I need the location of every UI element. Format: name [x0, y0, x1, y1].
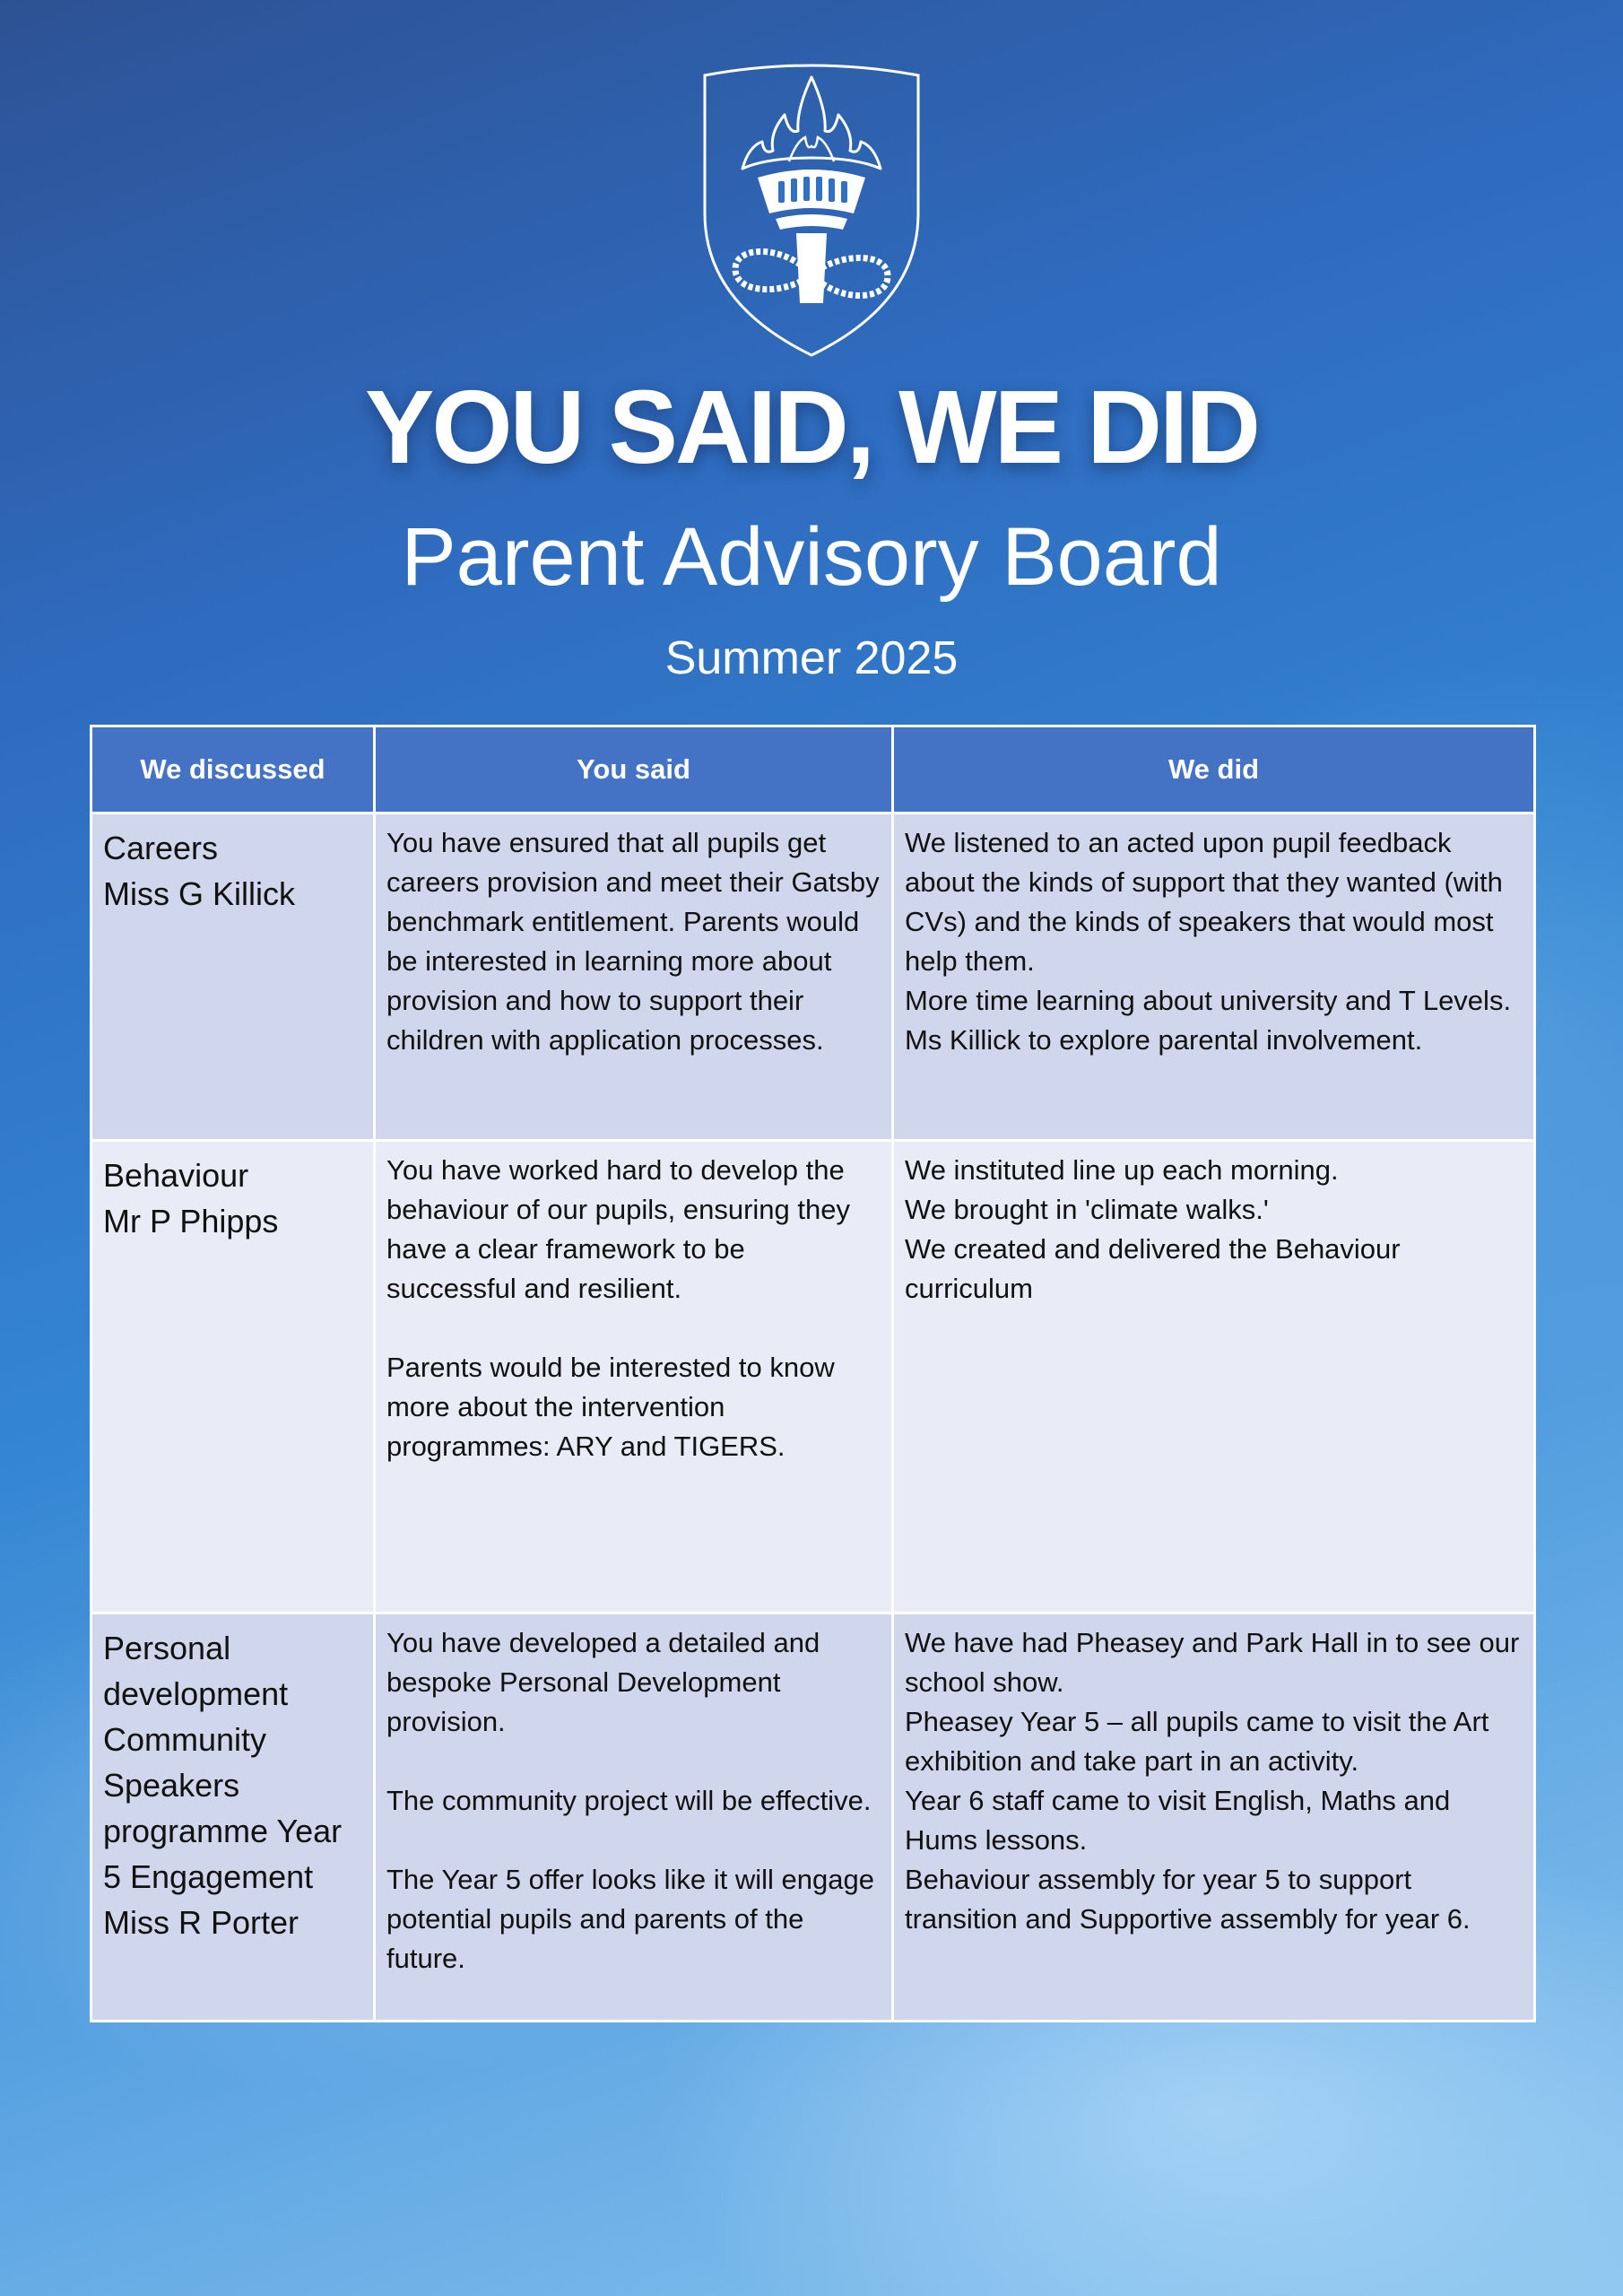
page-subtitle: Parent Advisory Board — [401, 511, 1222, 603]
column-header-we-did: We did — [893, 726, 1535, 813]
feedback-table — [90, 725, 1536, 2022]
topic-cell: Careers Miss G Killick — [91, 813, 375, 1141]
topic-cell: Personal development Community Speakers programme Year 5 Engagement Miss R Porter — [91, 1613, 375, 2022]
table-header-row — [91, 726, 1535, 813]
we-did-cell: We listened to an acted upon pupil feedback about the kinds of support that they wanted (with CVs) and the kinds of speakers that would most help them. More time learning about university and T Levels. Ms Killick to explore parental involvement. — [893, 813, 1535, 1141]
table-row — [91, 1613, 1535, 2022]
season-label: Summer 2025 — [664, 632, 959, 684]
we-did-cell: We have had Pheasey and Park Hall in to see our school show. Pheasey Year 5 – all pupils came to visit the Art exhibition and take part in an activity. Year 6 staff came to visit English, Maths and Hums lessons. Behaviour assembly for year 5 to support transition and Supportive assembly for year 6. — [893, 1613, 1535, 2022]
topic-cell: Behaviour Mr P Phipps — [91, 1141, 375, 1613]
table-row — [91, 1141, 1535, 1613]
you-said-cell: You have ensured that all pupils get careers provision and meet their Gatsby benchmark entitlement. Parents would be interested in learning more about provision and how to support their children with application processes. — [375, 813, 893, 1141]
column-header-you-said: You said — [375, 726, 893, 813]
you-said-cell: You have worked hard to develop the behaviour of our pupils, ensuring they have a clear framework to be successful and resilient. Parents would be interested to know more about the intervention programmes: ARY and TIGERS. — [375, 1141, 893, 1613]
page-title: YOU SAID, WE DID — [364, 369, 1259, 485]
you-said-cell: You have developed a detailed and bespoke Personal Development provision. The community project will be effective. The Year 5 offer looks like it will engage potential pupils and parents of the future. — [375, 1613, 893, 2022]
school-crest-icon — [699, 61, 924, 359]
column-header-we-discussed: We discussed — [91, 726, 375, 813]
we-did-cell: We instituted line up each morning. We brought in 'climate walks.' We created and delivered the Behaviour curriculum — [893, 1141, 1535, 1613]
table-row — [91, 813, 1535, 1141]
